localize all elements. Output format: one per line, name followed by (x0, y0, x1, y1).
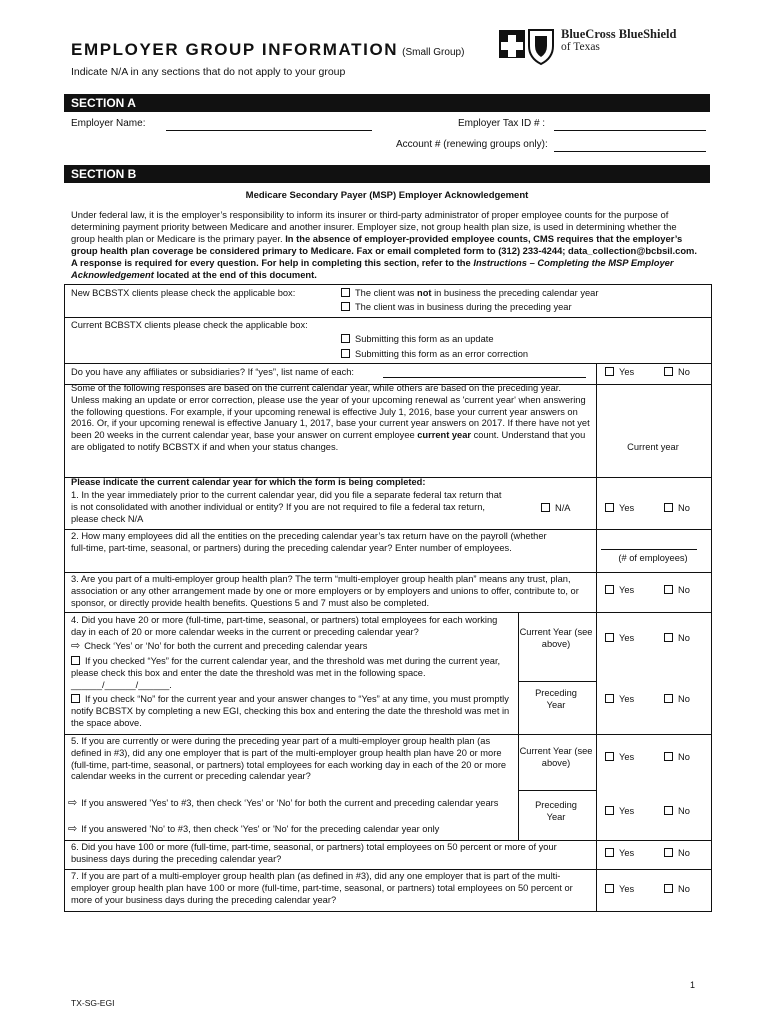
q6-yes-checkbox[interactable] (605, 848, 614, 857)
q5-current-year-label: Current Year (see above) (519, 746, 593, 768)
affiliates-yes[interactable]: Yes (605, 367, 634, 379)
q5-preceding-year-label: Preceding Year (535, 800, 577, 822)
q1-na-checkbox[interactable] (541, 503, 550, 512)
q4-yes-note[interactable]: If you checked “Yes” for the current calendar year, and the threshold was met during the current year, please check this box and enter the date the threshold was met in the following space. ______/______/______. (71, 656, 501, 690)
q4-no-note[interactable]: If you check “No” for the current year and your answer changes to “Yes” at any time, you must promptly notify BCBSTX by completing a new EGI, checking this box and entering the date the threshold was met in the space above. (71, 694, 510, 728)
affiliates-yes-checkbox[interactable] (605, 367, 614, 376)
q1-na[interactable]: N/A (541, 503, 571, 515)
q4-current-yes[interactable]: Yes (605, 633, 634, 645)
q4-change-checkbox[interactable] (71, 694, 80, 703)
q1-no[interactable]: No (664, 503, 690, 515)
q4-current-no[interactable]: No (664, 633, 690, 645)
q5-current-no-checkbox[interactable] (664, 752, 673, 761)
current-clients-label: Current BCBSTX clients please check the applicable box: (71, 320, 308, 330)
q7-no[interactable]: No (664, 884, 690, 896)
q5-current-yes[interactable]: Yes (605, 752, 634, 764)
cur-opt1-checkbox[interactable] (341, 334, 350, 343)
q1-yes-checkbox[interactable] (605, 503, 614, 512)
account-label: Account # (renewing groups only): (396, 139, 548, 150)
q4-preceding-year-label: Preceding Year (535, 688, 577, 710)
q4-preceding-yes-checkbox[interactable] (605, 694, 614, 703)
q7-yes[interactable]: Yes (605, 884, 634, 896)
q5-preceding-no[interactable]: No (664, 806, 690, 818)
employee-count-label: (# of employees) (618, 553, 688, 563)
please-indicate: Please indicate the current calendar year for which the form is being completed: (71, 477, 426, 487)
employer-name-field[interactable] (166, 118, 372, 131)
section-b-header: SECTION B (64, 165, 710, 183)
employer-tax-field[interactable] (554, 118, 706, 131)
new-client-option-1[interactable]: The client was not in business the preceding calendar year (341, 288, 598, 300)
account-field[interactable] (554, 139, 706, 152)
arrow-right-icon: ⇨ (71, 640, 81, 652)
question-3: 3. Are you part of a multi-employer group health plan? The term “multi-employer group health plan” means any trust, plan, association or any other arrangement made by one or more employers or by employers and unions to offer, contribute to, or sponsor, or directly provide health benefits. Questions 5 and 7 must also be completed. (71, 574, 579, 608)
employer-tax-label: Employer Tax ID # : (458, 118, 546, 129)
new-client-option-2[interactable]: The client was in business during the preceding year (341, 302, 572, 314)
question-5: 5. If you are currently or were during the preceding year part of a multi-employer group health plan (as defined in #3), did any one employer that is part of the multi-employer group health plan have 20 or more (full-time, part-time, seasonal, or partners) total employees for each working day in each of the 20 or more calendar weeks in the current or preceding calendar year? (71, 736, 507, 782)
question-6: 6. Did you have 100 or more (full-time, part-time, seasonal, or partners) total employees on 50 percent or more of your business days during the preceding calendar year? (71, 842, 557, 864)
cur-opt2-checkbox[interactable] (341, 349, 350, 358)
current-year-header: Current year (627, 442, 679, 452)
q7-yes-checkbox[interactable] (605, 884, 614, 893)
q5-preceding-no-checkbox[interactable] (664, 806, 673, 815)
q4-current-year-label: Current Year (see above) (519, 627, 593, 649)
msp-intro: Under federal law, it is the employer’s responsibility to inform its insurer or third-party administrator of proper employee counts for the purpose of determining payment priority between Medicare and another insurer. Employer size, not group health plan size, is used in determining whether the group health plan or Medicare is the primary payer. In the absence of employer-provided employee counts, CMS requires that the employer’s group health plan coverage be considered primary to Medicare. Fax or email completed form to (312) 233-4244; data_collection@bcbsil.com. A response is required for every question. For help in completing this section, refer to the Instructions – Completing the MSP Employer Acknowledgement located at the end of this document. (71, 209, 697, 280)
new-opt1-checkbox[interactable] (341, 288, 350, 297)
q4-preceding-yes[interactable]: Yes (605, 694, 634, 706)
employer-name-label: Employer Name: (71, 118, 146, 129)
cross-shield-logo-icon (497, 26, 557, 66)
form-id: TX-SG-EGI (71, 998, 115, 1008)
affiliates-no[interactable]: No (664, 367, 690, 379)
form-title-note: (Small Group) (402, 47, 465, 58)
q7-no-checkbox[interactable] (664, 884, 673, 893)
form-subtitle: Indicate N/A in any sections that do not apply to your group (71, 66, 346, 78)
arrow-right-icon: ⇨ (68, 823, 78, 835)
current-client-option-2[interactable]: Submitting this form as an error correction (341, 349, 528, 361)
q4-current-yes-checkbox[interactable] (605, 633, 614, 642)
q4-preceding-no-checkbox[interactable] (664, 694, 673, 703)
affiliates-field[interactable] (383, 366, 586, 378)
question-1: 1. In the year immediately prior to the current calendar year, did you file a separate federal tax return that is not consolidated with another individual or entity? If you are not required to file a federal tax return, please check N/A (71, 490, 502, 524)
q5-preceding-yes[interactable]: Yes (605, 806, 634, 818)
q4-arrow-note: ⇨ Check ‘Yes’ or ‘No’ for both the current and preceding calendar years (71, 640, 368, 652)
new-opt2-checkbox[interactable] (341, 302, 350, 311)
q3-yes-checkbox[interactable] (605, 585, 614, 594)
q6-yes[interactable]: Yes (605, 848, 634, 860)
question-7: 7. If you are part of a multi-employer group health plan (as defined in #3), did any one employer that is part of the multi-employer group health plan have 100 or more (full-time, part-time, seasonal, or partners) total employees on 50 percent or more of your business days during the preceding calendar year? (71, 871, 573, 905)
q5-current-yes-checkbox[interactable] (605, 752, 614, 761)
msp-title: Medicare Secondary Payer (MSP) Employer Acknowledgement (245, 190, 529, 201)
q1-yes[interactable]: Yes (605, 503, 634, 515)
affiliates-no-checkbox[interactable] (664, 367, 673, 376)
q5-current-no[interactable]: No (664, 752, 690, 764)
q3-no-checkbox[interactable] (664, 585, 673, 594)
question-4: 4. Did you have 20 or more (full-time, part-time, seasonal, or partners) total employees for each working day in each of 20 or more calendar weeks in the current or preceding calendar year? (71, 615, 498, 637)
current-client-option-1[interactable]: Submitting this form as an update (341, 334, 494, 346)
new-clients-label: New BCBSTX clients please check the applicable box: (71, 288, 296, 298)
q3-yes[interactable]: Yes (605, 585, 634, 597)
arrow-right-icon: ⇨ (68, 797, 78, 809)
q5-preceding-yes-checkbox[interactable] (605, 806, 614, 815)
bcbstx-logo (497, 26, 697, 66)
logo-line2: of Texas (561, 41, 600, 53)
q4-threshold-checkbox[interactable] (71, 656, 80, 665)
affiliates-question: Do you have any affiliates or subsidiaries? If “yes”, list name of each: (71, 367, 355, 377)
employee-count-field[interactable] (601, 538, 697, 550)
calendar-note: Some of the following responses are based on the current calendar year, while others are based on the preceding year. Unless making an update or error correction, please use the year of your upcoming renewal as 'current year' when answering the following questions. For example, if your upcoming renewal is effective July 1, 2016, base your current year answers on 2016. Or, if your upcoming renewal is effective January 1, 2017, base your current year answers on 2017. If there have not yet been 20 weeks in the current calendar year, base your answer on current employee current year count. Understand that you are obligated to notify BCBSTX if and when your status changes. (71, 383, 590, 452)
q5-arrow-note-2: ⇨ If you answered 'No' to #3, then check 'Yes' or 'No' for the preceding calendar year only (68, 823, 440, 835)
q5-arrow-note-1: ⇨ If you answered 'Yes' to #3, then check ‘Yes’ or ‘No’ for both the current and preceding calendar years (68, 797, 499, 809)
q6-no-checkbox[interactable] (664, 848, 673, 857)
q3-no[interactable]: No (664, 585, 690, 597)
question-2: 2. How many employees did all the entities on the preceding calendar year’s tax return have on the payroll (whether full-time, part-time, seasonal, or partners) during the preceding calendar year? Enter number of employees. (71, 531, 547, 553)
q6-no[interactable]: No (664, 848, 690, 860)
logo-line1: BlueCross BlueShield (561, 27, 677, 41)
section-a-header: SECTION A (64, 94, 710, 112)
q1-no-checkbox[interactable] (664, 503, 673, 512)
form-title: EMPLOYER GROUP INFORMATION (Small Group) (71, 40, 465, 59)
page-number: 1 (690, 980, 696, 990)
q4-current-no-checkbox[interactable] (664, 633, 673, 642)
q4-preceding-no[interactable]: No (664, 694, 690, 706)
